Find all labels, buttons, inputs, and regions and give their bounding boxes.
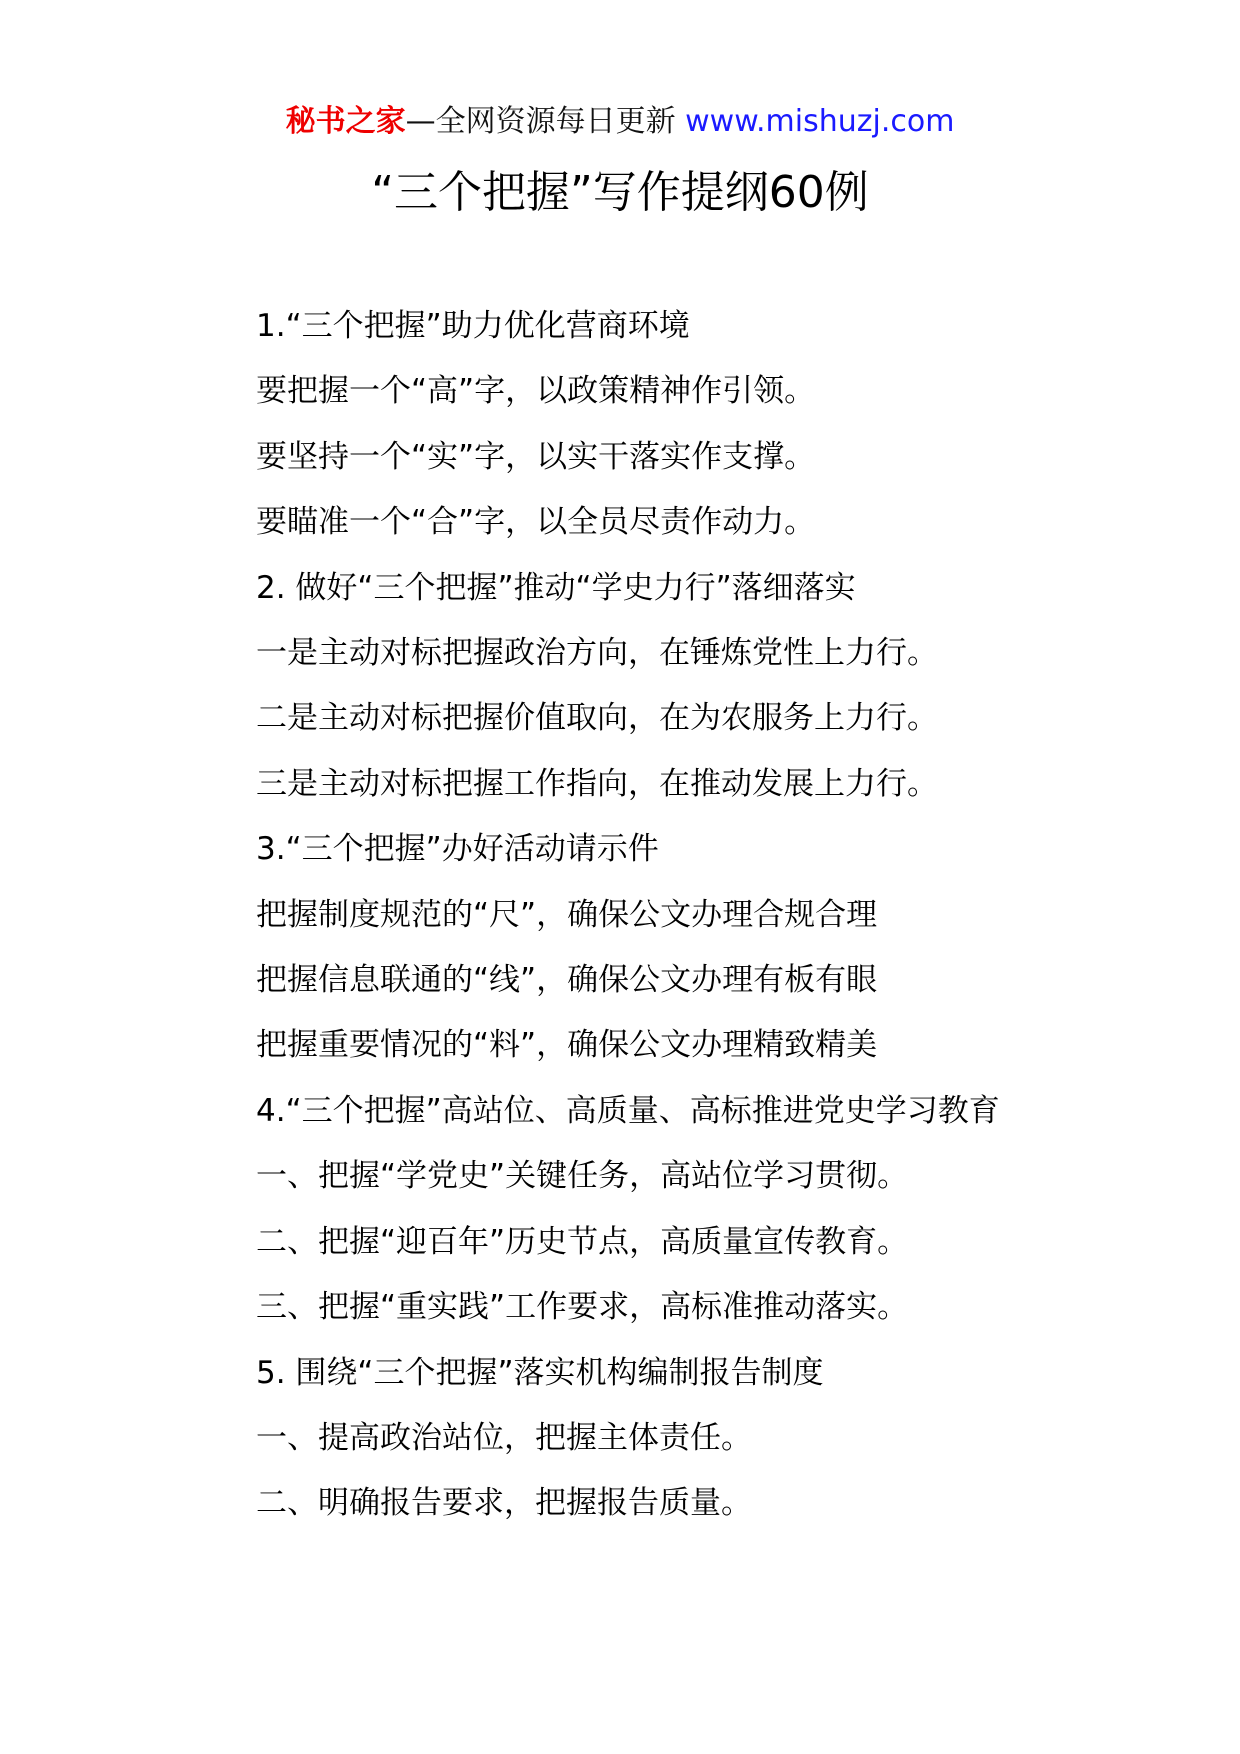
- outline-item: 一是主动对标把握政治方向，在锤炼党性上力行。: [256, 635, 938, 672]
- brand-name: 秘书之家: [285, 104, 406, 139]
- document-body: [188, 294, 1068, 1537]
- section-heading-5: 5. 围绕“三个把握”落实机构编制报告制度: [256, 1354, 824, 1391]
- outline-item: 三、把握“重实践”工作要求，高标准推动落实。: [256, 1289, 909, 1326]
- outline-item: 把握信息联通的“线”，确保公文办理有板有眼: [256, 962, 878, 999]
- outline-item: 要瞄准一个“合”字，以全员尽责作动力。: [256, 504, 816, 541]
- section-heading-3: 3.“三个把握”办好活动请示件: [256, 831, 659, 868]
- header-tagline: —全网资源每日更新: [405, 104, 686, 139]
- outline-item: 二、把握“迎百年”历史节点，高质量宣传教育。: [256, 1223, 909, 1260]
- outline-item: 二、明确报告要求，把握报告质量。: [256, 1485, 752, 1522]
- site-header: [0, 100, 1240, 144]
- section-heading-1: 1.“三个把握”助力优化营商环境: [256, 308, 690, 344]
- outline-item: 一、提高政治站位，把握主体责任。: [256, 1419, 752, 1456]
- section-heading-4: 4.“三个把握”高站位、高质量、高标推进党史学习教育: [256, 1092, 1000, 1129]
- outline-item: 一、把握“学党史”关键任务，高站位学习贯彻。: [256, 1158, 909, 1195]
- outline-item: 三是主动对标把握工作指向，在推动发展上力行。: [256, 765, 938, 802]
- outline-item: 要把握一个“高”字，以政策精神作引领。: [256, 373, 816, 410]
- outline-item: 二是主动对标把握价值取向，在为农服务上力行。: [256, 700, 938, 737]
- outline-item: 把握制度规范的“尺”，确保公文办理合规合理: [256, 896, 878, 933]
- document-title: “三个把握”写作提纲60例: [371, 167, 869, 218]
- site-url-link[interactable]: www.mishuzj.com: [685, 104, 955, 139]
- outline-item: 要坚持一个“实”字，以实干落实作支撑。: [256, 438, 816, 475]
- outline-item: 把握重要情况的“料”，确保公文办理精致精美: [256, 1027, 878, 1064]
- section-heading-2: 2. 做好“三个把握”推动“学史力行”落细落实: [256, 569, 856, 606]
